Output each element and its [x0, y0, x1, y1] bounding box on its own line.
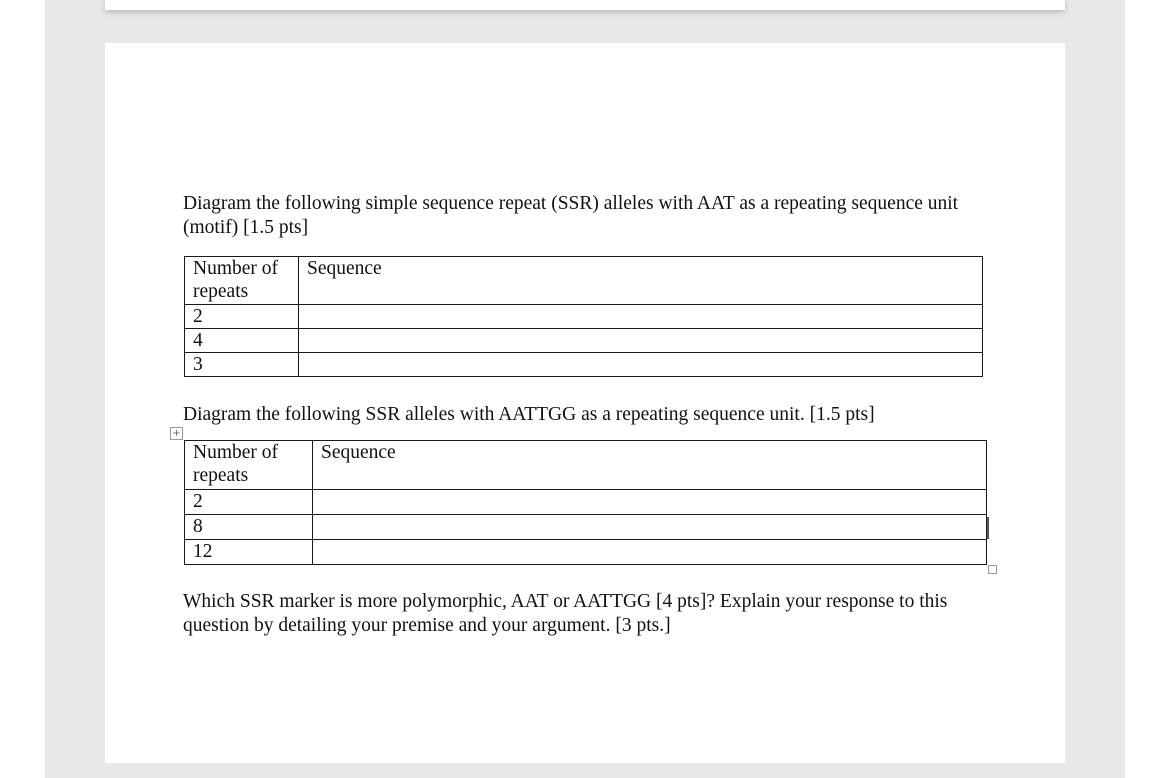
aattgg-allele-table[interactable]: [184, 440, 987, 565]
sequence-cell[interactable]: [299, 305, 983, 329]
header-sequence[interactable]: Sequence: [313, 441, 987, 490]
resize-handle-icon[interactable]: [988, 565, 997, 574]
question-3-text: Which SSR marker is more polymorphic, AAT or AATTGG [4 pts]? Explain your response to this question by detailing your premise and your argument. [3 pts.]: [183, 591, 948, 636]
column-resize-marker: [987, 517, 989, 539]
repeats-cell[interactable]: 12: [185, 540, 313, 565]
repeats-cell[interactable]: 8: [185, 515, 313, 540]
sequence-cell[interactable]: [313, 540, 987, 565]
sequence-cell[interactable]: [313, 515, 987, 540]
sequence-cell[interactable]: [299, 353, 983, 377]
repeats-cell[interactable]: 4: [185, 329, 299, 353]
header-sequence[interactable]: Sequence: [299, 257, 983, 305]
repeats-cell[interactable]: 3: [185, 353, 299, 377]
previous-page-bottom: [105, 0, 1065, 10]
sequence-cell[interactable]: [313, 490, 987, 515]
move-cross-icon[interactable]: +: [170, 427, 183, 440]
repeats-cell[interactable]: 2: [185, 305, 299, 329]
aat-allele-table[interactable]: [184, 256, 983, 377]
sequence-cell[interactable]: [299, 329, 983, 353]
header-number-of-repeats[interactable]: Number of repeats: [185, 257, 299, 305]
question-2-text: Diagram the following SSR alleles with AATTGG as a repeating sequence unit. [1.5 pts]: [183, 404, 875, 425]
document-page[interactable]: [105, 43, 1065, 763]
question-1-text: Diagram the following simple sequence repeat (SSR) alleles with AAT as a repeating sequence unit (motif) [1.5 pts]: [183, 193, 959, 238]
header-number-of-repeats[interactable]: Number of repeats: [185, 441, 313, 490]
repeats-cell[interactable]: 2: [185, 490, 313, 515]
